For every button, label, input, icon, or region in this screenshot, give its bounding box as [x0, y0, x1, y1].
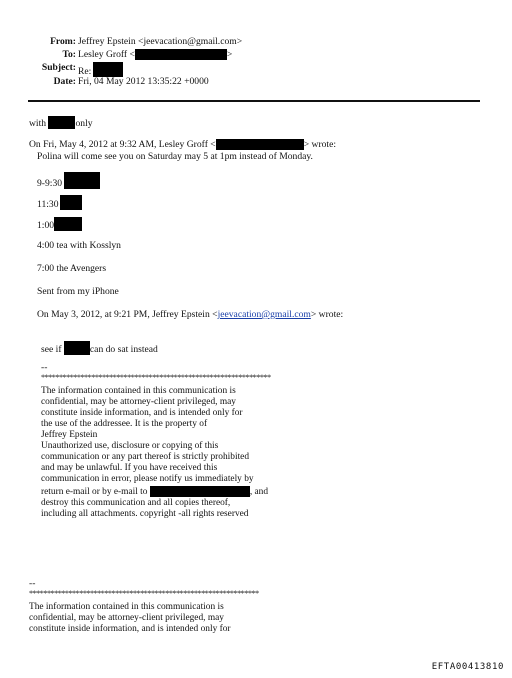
disclaimer-line: including all attachments. copyright -all rights reserved — [41, 509, 249, 519]
disclaimer-email-prefix: return e-mail or by e-mail to — [41, 487, 148, 497]
reply-prefix: with — [29, 118, 47, 129]
schedule-time: 4:00 — [37, 240, 55, 251]
redaction-box — [150, 486, 250, 497]
redaction-box — [64, 172, 100, 189]
footer-stars: **************************************************************** — [29, 589, 259, 598]
disclaimer-line: communication in error, please notify us immediately by — [41, 474, 254, 484]
disclaimer-line: the use of the addressee. It is the property of — [41, 419, 208, 429]
sent-from: Sent from my iPhone — [37, 286, 119, 297]
quote2-prefix: see if — [41, 344, 62, 355]
disclaimer-line: Jeffrey Epstein — [41, 430, 98, 440]
schedule-time: 9-9:30 — [37, 178, 63, 189]
schedule-item — [37, 217, 82, 232]
to-label: To: — [62, 49, 76, 60]
quote1-header — [29, 139, 336, 151]
schedule-item — [37, 240, 121, 252]
schedule-item — [37, 263, 106, 275]
to-value — [78, 49, 232, 61]
disclaimer-line: and may be unlawful. If you have received this — [41, 463, 218, 473]
subject-label: Subject: — [41, 62, 76, 73]
quote2-line — [41, 341, 158, 356]
disclaimer-line: Unauthorized use, disclosure or copying of this — [41, 441, 219, 451]
schedule-item — [37, 195, 82, 211]
redaction-box — [216, 139, 304, 150]
quote1-header-prefix: On Fri, May 4, 2012 at 9:32 AM, Lesley Groff < — [29, 139, 216, 150]
schedule-text: tea with Kosslyn — [56, 240, 121, 251]
schedule-time: 7:00 — [37, 263, 55, 274]
disclaimer-email-suffix: , and — [249, 487, 269, 497]
disclaimer-line: destroy this communication and all copies thereof, — [41, 498, 231, 508]
schedule-time: 11:30 — [37, 199, 59, 210]
quote2-header — [37, 309, 343, 321]
reply-suffix: only — [75, 118, 93, 129]
from-label: From: — [50, 36, 76, 47]
date-label: Date: — [53, 76, 76, 87]
email-link[interactable]: jeevacation@gmail.com — [217, 309, 311, 320]
quote2-header-suffix: > wrote: — [310, 309, 344, 320]
disclaimer-line: confidential, may be attorney-client privileged, may — [41, 397, 236, 407]
quote1-header-suffix: > wrote: — [303, 139, 337, 150]
reply-line — [29, 116, 93, 130]
disclaimer-line: The information contained in this communication is — [41, 386, 236, 396]
disclaimer-line — [41, 486, 268, 498]
quote1-line: Polina will come see you on Saturday may 5 at 1pm instead of Monday. — [37, 151, 313, 162]
footer-dashes: -- — [29, 578, 36, 589]
redaction-box — [64, 341, 90, 355]
footer-disclaimer-line: confidential, may be attorney-client privileged, may — [29, 613, 224, 623]
date-value: Fri, 04 May 2012 13:35:22 +0000 — [78, 76, 209, 87]
redaction-box — [54, 217, 82, 231]
schedule-item — [37, 172, 100, 190]
signature-stars: **************************************************************** — [41, 373, 271, 382]
redaction-box — [48, 116, 75, 129]
redaction-box — [135, 49, 227, 60]
footer-disclaimer-line: The information contained in this communication is — [29, 602, 224, 612]
footer-disclaimer-line: constitute inside information, and is intended only for — [29, 624, 231, 634]
bates-number: EFTA00413810 — [431, 662, 504, 672]
schedule-time: 1:00 — [37, 220, 55, 231]
redaction-box — [60, 195, 82, 210]
disclaimer-line: communication or any part thereof is strictly prohibited — [41, 452, 250, 462]
subject-text: Re: — [78, 66, 92, 77]
schedule-text: the Avengers — [56, 263, 107, 274]
header-divider — [28, 100, 480, 102]
to-value-suffix: > — [226, 49, 233, 60]
quote2-header-prefix: On May 3, 2012, at 9:21 PM, Jeffrey Epstein < — [37, 309, 218, 320]
quote2-suffix: can do sat instead — [89, 344, 158, 355]
from-value: Jeffrey Epstein <jeevacation@gmail.com> — [78, 36, 243, 47]
redaction-box — [93, 62, 123, 77]
disclaimer-line: constitute inside information, and is intended only for — [41, 408, 243, 418]
signature-dashes: -- — [41, 362, 48, 373]
to-value-prefix: Lesley Groff < — [78, 49, 135, 60]
